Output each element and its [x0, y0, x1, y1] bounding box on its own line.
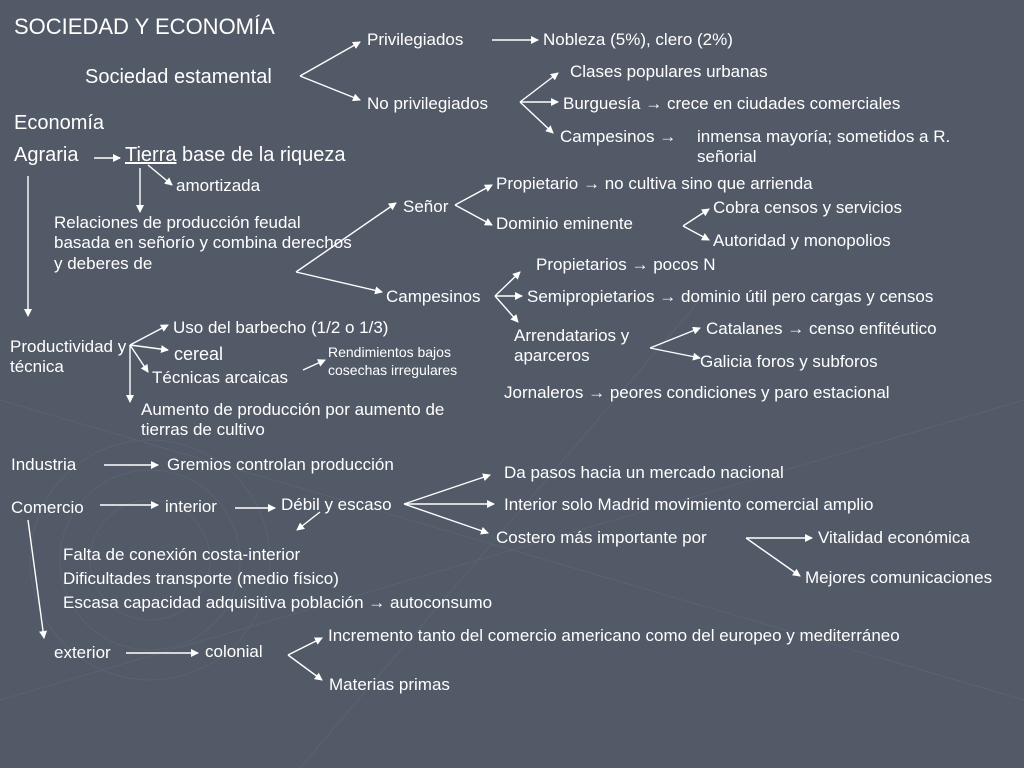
interior-madrid-label: Interior solo Madrid movimiento comercial amplio: [504, 495, 874, 514]
cobra-label: Cobra censos y servicios: [713, 198, 902, 217]
arrow-icon: →: [787, 319, 805, 338]
escasa-label: Escasa capacidad adquisitiva población: [63, 593, 364, 612]
dificultades-label: Dificultades transporte (medio físico): [63, 569, 339, 588]
tierra-rest: base de la riqueza: [182, 144, 346, 166]
cereal-label: cereal: [174, 344, 224, 364]
economia-label: Economía: [14, 112, 105, 134]
sociedad-estamental-label: Sociedad estamental: [85, 66, 272, 88]
arrow-icon: →: [588, 383, 606, 402]
vitalidad-label: Vitalidad económica: [818, 528, 970, 547]
comercio-label: Comercio: [11, 498, 84, 517]
barbecho-label: Uso del barbecho (1/2 o 1/3): [173, 318, 389, 337]
arrendatarios-label: Arrendatarios y aparceros: [514, 326, 630, 366]
propietario-node: [496, 174, 813, 194]
no-privilegiados-label: No privilegiados: [367, 94, 488, 113]
incremento-label: Incremento tanto del comercio americano como del europeo y mediterráneo: [328, 626, 900, 645]
galicia-label: Galicia foros y subforos: [700, 352, 878, 371]
debil-label: Débil y escaso: [281, 495, 392, 514]
materias-label: Materias primas: [329, 675, 450, 694]
catalanes-node: [706, 319, 937, 339]
costero-label: Costero más importante por: [496, 528, 707, 547]
propietario-label: Propietario: [496, 174, 579, 193]
arrow-icon: →: [659, 287, 677, 306]
semipropietarios-detail: dominio útil pero cargas y censos: [681, 287, 934, 306]
burguesia-detail: crece en ciudades comerciales: [666, 94, 901, 113]
agraria-label: Agraria: [14, 144, 79, 166]
arrow-icon: →: [645, 94, 663, 113]
productividad-label: Productividad y técnica: [10, 337, 127, 377]
privilegiados-label: Privilegiados: [367, 30, 464, 49]
arrow-icon: →: [582, 174, 600, 193]
relaciones-label: Relaciones de producción feudal basada en señorío y combina derechos y deberes de: [54, 213, 352, 273]
jornaleros-label: Jornaleros: [504, 383, 584, 402]
privilegiados-detail: Nobleza (5%), clero (2%): [543, 30, 733, 49]
propietarios-node: [536, 255, 716, 275]
amortizada-label: amortizada: [176, 176, 261, 195]
burguesia-label: Burguesía: [563, 94, 641, 113]
rendimientos-label: Rendimientos bajos cosechas irregulares: [328, 344, 458, 378]
jornaleros-detail: peores condiciones y paro estacional: [609, 383, 890, 402]
senor-label: Señor: [403, 197, 449, 216]
propietarios-detail: pocos N: [653, 255, 716, 274]
semipropietarios-label: Semipropietarios: [527, 287, 655, 306]
catalanes-detail: censo enfitéutico: [809, 319, 937, 338]
arrow-icon: →: [368, 593, 386, 612]
tecnicas-label: Técnicas arcaicas: [152, 368, 289, 387]
jornaleros-node: [504, 383, 890, 403]
arrow-icon: →: [659, 127, 677, 146]
falta-label: Falta de conexión costa-interior: [63, 545, 301, 564]
interior-label: interior: [165, 497, 217, 516]
campesinos-sociedad-detail: inmensa mayoría; sometidos a R. señorial: [697, 127, 951, 167]
escasa-detail: autoconsumo: [390, 593, 493, 612]
colonial-label: colonial: [205, 642, 263, 661]
catalanes-label: Catalanes: [706, 319, 783, 338]
propietarios-label: Propietarios: [536, 255, 627, 274]
burguesia-node: [563, 94, 900, 114]
campesinos-label: Campesinos: [386, 287, 481, 306]
da-pasos-label: Da pasos hacia un mercado nacional: [504, 463, 784, 482]
semipropietarios-node: [527, 287, 933, 307]
campesinos-sociedad-node: [560, 127, 676, 147]
gremios-label: Gremios controlan producción: [167, 455, 394, 474]
page-title: SOCIEDAD Y ECONOMÍA: [14, 14, 275, 39]
campesinos-sociedad-label: Campesinos: [560, 127, 655, 146]
propietario-detail: no cultiva sino que arrienda: [604, 174, 813, 193]
clases-populares-label: Clases populares urbanas: [570, 62, 768, 81]
arrow-icon: →: [631, 255, 649, 274]
industria-label: Industria: [11, 455, 77, 474]
tierra-node: [125, 143, 346, 167]
escasa-node: [63, 593, 492, 613]
mejores-label: Mejores comunicaciones: [805, 568, 993, 587]
aumento-label: Aumento de producción por aumento de tierras de cultivo: [141, 400, 445, 440]
tierra-label: Tierra: [125, 144, 177, 166]
autoridad-label: Autoridad y monopolios: [713, 231, 891, 250]
dominio-eminente-label: Dominio eminente: [496, 214, 634, 233]
exterior-label: exterior: [54, 643, 111, 662]
